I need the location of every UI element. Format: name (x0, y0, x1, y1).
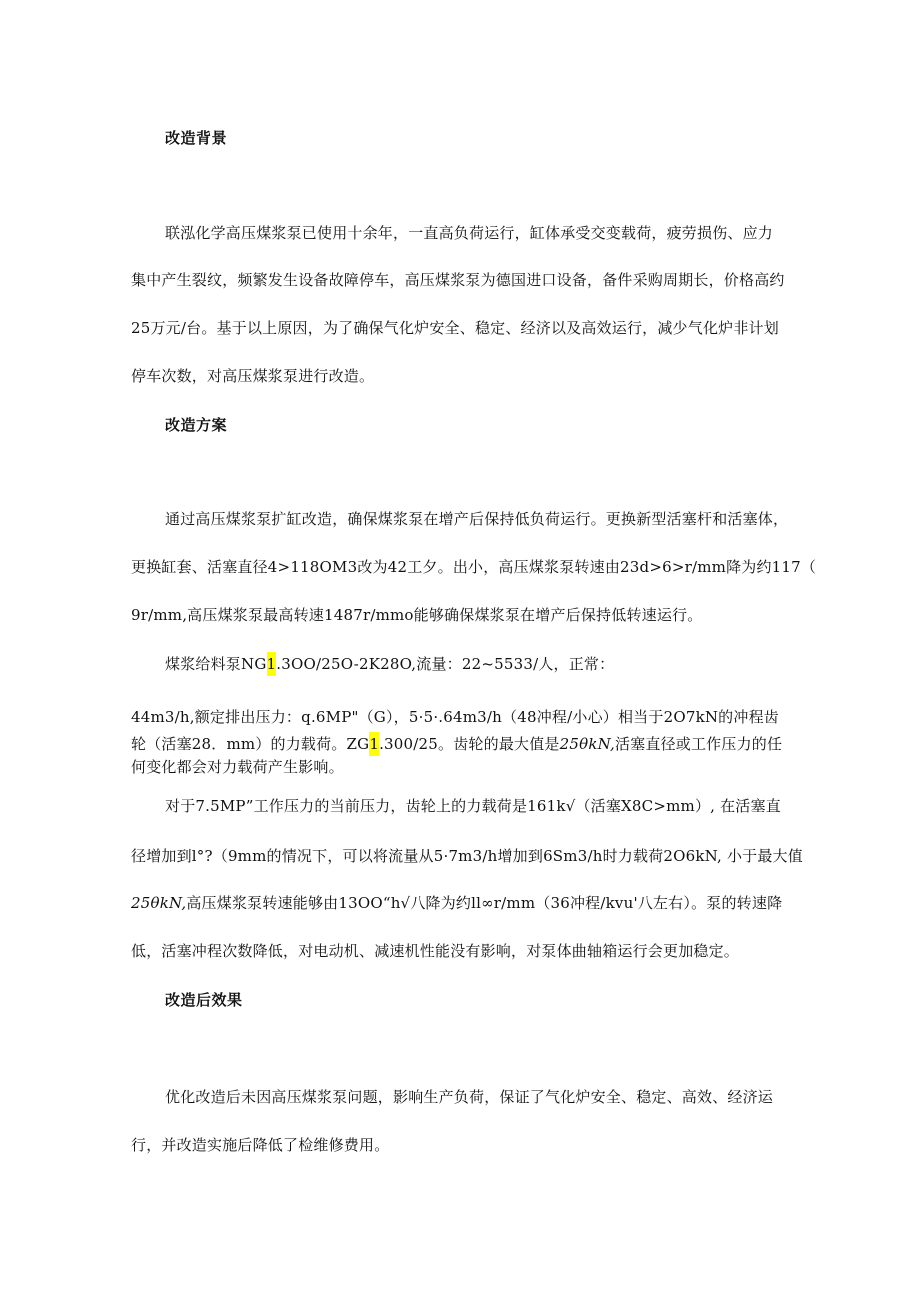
section-heading-effect: 改造后效果 (165, 991, 243, 1009)
highlighted-text: 1 (369, 732, 379, 756)
text-run: 煤浆给料泵NG (165, 655, 267, 673)
paragraph-line: 优化改造后未因高压煤浆泵问题，影响生产负荷，保证了气化炉安全、稳定、高效、经济运 (165, 1088, 774, 1106)
paragraph-line: 对于7.5MP”工作压力的当前压力，齿轮上的力载荷是161k√（活塞X8C>mm）, 在活塞直 (165, 797, 781, 815)
highlighted-text: 1 (267, 652, 277, 676)
text-run: 高压煤浆泵转速能够由13OO“h√八降为约ll∞r∕mm（36冲程∕kvu'八左右）。泵的转速降 (186, 894, 783, 912)
paragraph-line: 行，并改造实施后降低了检维修费用。 (131, 1136, 390, 1154)
paragraph-line-feed-pump (165, 652, 791, 676)
paragraph-line: 停车次数，对高压煤浆泵进行改造。 (131, 367, 375, 385)
text-run: .300/25。齿轮的最大值是 (379, 735, 560, 753)
paragraph-line: 9r∕mm,高压煤浆泵最高转速1487r∕mmo能够确保煤浆泵在增产后保持低转速运行。 (131, 606, 703, 624)
paragraph-line: 更换缸套、活塞直径4>118OM3改为42工夕。出小，高压煤浆泵转速由23d>6>r∕mm降为约117（ (131, 558, 817, 576)
paragraph-line-speed (131, 892, 791, 913)
paragraph-line: 联泓化学高压煤浆泵已使用十余年，一直高负荷运行，缸体承受交变载荷，疲劳损伤、应力 (165, 224, 774, 242)
text-run: 轮（活塞28．mm）的力载荷。ZG (131, 735, 370, 753)
section-heading-background: 改造背景 (165, 129, 228, 147)
paragraph-line: 集中产生裂纹，频繁发生设备故障停车，高压煤浆泵为德国进口设备，备件采购周期长，价格高约 (131, 271, 785, 289)
paragraph-line: 何变化都会对力载荷产生影响。 (131, 758, 344, 776)
paragraph-line-gear-load (131, 732, 791, 756)
italic-text: 25θkN, (559, 735, 615, 753)
paragraph-line: 44m3∕h,额定排出压力：q.6MP"（G），5·5·.64m3∕h（48冲程/小心）相当于2O7kN的冲程齿 (131, 708, 779, 726)
text-run: .3OO∕25O-2K28O,流量：22~5533/人，正常： (276, 655, 615, 673)
text-run: 活塞直径或工作压力的任 (614, 735, 783, 753)
paragraph-line: 通过高压煤浆泵扩缸改造，确保煤浆泵在增产后保持低负荷运行。更换新型活塞杆和活塞体， (165, 510, 789, 528)
paragraph-line: 低，活塞冲程次数降低，对电动机、减速机性能没有影响，对泵体曲轴箱运行会更加稳定。 (131, 942, 740, 960)
paragraph-line: 25万元/台。基于以上原因，为了确保气化炉安全、稳定、经济以及高效运行，减少气化炉非计划 (131, 319, 779, 337)
section-heading-plan: 改造方案 (165, 416, 228, 434)
italic-text: 25θkN, (131, 894, 187, 912)
paragraph-line: 径增加到l°?（9mm的情况下，可以将流量从5·7m3∕h增加到6Sm3∕h时力载荷2O6kN, 小于最大值 (131, 847, 803, 865)
